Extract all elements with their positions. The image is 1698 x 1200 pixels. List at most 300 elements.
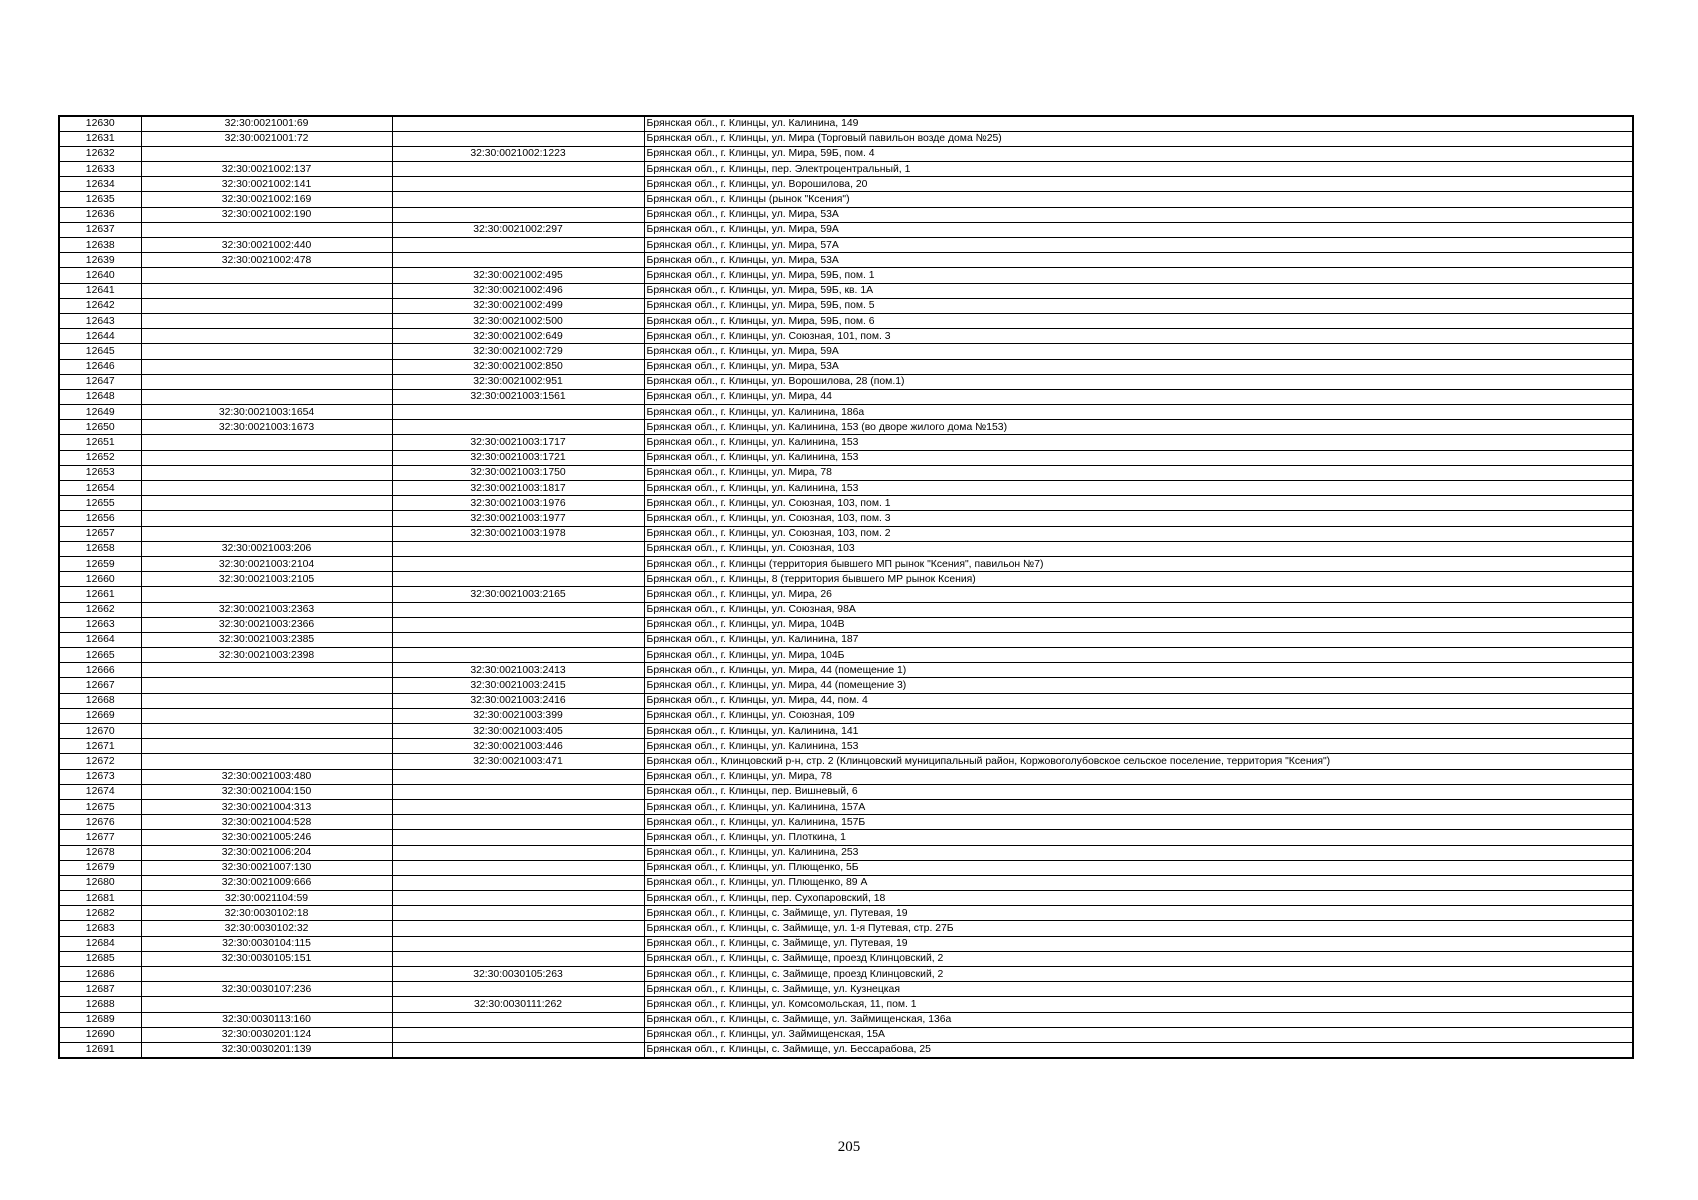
table-row [59,693,1633,708]
row-number-cell: 12686 [59,967,141,982]
cadastral-number-cell [141,298,392,313]
row-number-cell: 12651 [59,435,141,450]
address-cell: Брянская обл., г. Клинцы, ул. Мира, 59Б, пом. 6 [644,313,1633,328]
cadastral-number-alt-cell [392,1012,644,1027]
cadastral-number-cell [141,526,392,541]
address-cell: Брянская обл., г. Клинцы (рынок "Ксения") [644,192,1633,207]
table-row [59,496,1633,511]
cadastral-number-alt-cell [392,192,644,207]
address-cell: Брянская обл., г. Клинцы, ул. Мира, 104Б [644,648,1633,663]
table-row [59,541,1633,556]
cadastral-number-alt-cell [392,875,644,890]
cadastral-number-alt-cell [392,541,644,556]
address-cell: Брянская обл., г. Клинцы, 8 (территория бывшего МР рынок Ксения) [644,572,1633,587]
row-number-cell: 12650 [59,420,141,435]
cadastral-number-cell: 32:30:0021001:69 [141,116,392,131]
address-cell: Брянская обл., г. Клинцы, ул. Мира, 44 (помещение 3) [644,678,1633,693]
address-cell: Брянская обл., г. Клинцы, ул. Мира, 57А [644,238,1633,253]
cadastral-number-alt-cell: 32:30:0021002:499 [392,298,644,313]
address-cell: Брянская обл., г. Клинцы, ул. Калинина, 149 [644,116,1633,131]
row-number-cell: 12637 [59,222,141,237]
cadastral-number-cell: 32:30:0021009:666 [141,875,392,890]
cadastral-number-cell: 32:30:0030201:139 [141,1042,392,1057]
table-row [59,222,1633,237]
table-row [59,1042,1633,1057]
table-row [59,465,1633,480]
address-cell: Брянская обл., г. Клинцы, ул. Плющенко, 89 А [644,875,1633,890]
address-cell: Брянская обл., г. Клинцы, с. Займище, проезд Клинцовский, 2 [644,951,1633,966]
cadastral-number-cell: 32:30:0021002:169 [141,192,392,207]
cadastral-number-cell [141,146,392,161]
table-row [59,511,1633,526]
cadastral-number-alt-cell: 32:30:0021002:495 [392,268,644,283]
cadastral-number-alt-cell [392,238,644,253]
cadastral-number-alt-cell [392,784,644,799]
row-number-cell: 12688 [59,997,141,1012]
cadastral-number-alt-cell [392,830,644,845]
address-cell: Брянская обл., г. Клинцы, с. Займище, ул. Путевая, 19 [644,936,1633,951]
row-number-cell: 12678 [59,845,141,860]
cadastral-number-cell: 32:30:0030102:32 [141,921,392,936]
cadastral-number-alt-cell: 32:30:0021002:649 [392,329,644,344]
cadastral-number-alt-cell [392,162,644,177]
address-cell: Брянская обл., г. Клинцы, с. Займище, ул. Бессарабова, 25 [644,1042,1633,1057]
registry-table [58,115,1634,1059]
cadastral-number-cell [141,678,392,693]
cadastral-number-alt-cell [392,906,644,921]
address-cell: Брянская обл., г. Клинцы, ул. Союзная, 103, пом. 2 [644,526,1633,541]
cadastral-number-cell: 32:30:0021003:2104 [141,556,392,571]
row-number-cell: 12682 [59,906,141,921]
table-row [59,602,1633,617]
cadastral-number-alt-cell: 32:30:0021003:405 [392,724,644,739]
table-row [59,891,1633,906]
row-number-cell: 12633 [59,162,141,177]
row-number-cell: 12634 [59,177,141,192]
address-cell: Брянская обл., г. Клинцы, ул. Мира, 59Б, кв. 1А [644,283,1633,298]
cadastral-number-alt-cell [392,982,644,997]
row-number-cell: 12635 [59,192,141,207]
row-number-cell: 12674 [59,784,141,799]
cadastral-number-alt-cell [392,1042,644,1057]
row-number-cell: 12685 [59,951,141,966]
table-row [59,405,1633,420]
cadastral-number-alt-cell [392,632,644,647]
table-row [59,389,1633,404]
table-row [59,739,1633,754]
address-cell: Брянская обл., г. Клинцы, ул. Калинина, 253 [644,845,1633,860]
row-number-cell: 12667 [59,678,141,693]
cadastral-number-cell [141,450,392,465]
table-row [59,374,1633,389]
cadastral-number-alt-cell [392,769,644,784]
table-row [59,162,1633,177]
address-cell: Брянская обл., г. Клинцы, ул. Калинина, 153 [644,739,1633,754]
cadastral-number-cell: 32:30:0021002:137 [141,162,392,177]
address-cell: Брянская обл., г. Клинцы, ул. Союзная, 103, пом. 3 [644,511,1633,526]
table-row [59,435,1633,450]
cadastral-number-alt-cell: 32:30:0021003:2415 [392,678,644,693]
table-row [59,678,1633,693]
cadastral-number-cell: 32:30:0030104:115 [141,936,392,951]
row-number-cell: 12647 [59,374,141,389]
table-row [59,146,1633,161]
cadastral-number-cell: 32:30:0021004:150 [141,784,392,799]
cadastral-number-cell: 32:30:0030201:124 [141,1027,392,1042]
address-cell: Брянская обл., г. Клинцы, ул. Комсомольская, 11, пом. 1 [644,997,1633,1012]
row-number-cell: 12676 [59,815,141,830]
cadastral-number-alt-cell: 32:30:0021003:1561 [392,389,644,404]
table-row [59,131,1633,146]
cadastral-number-cell [141,724,392,739]
row-number-cell: 12656 [59,511,141,526]
cadastral-number-cell: 32:30:0021006:204 [141,845,392,860]
address-cell: Брянская обл., г. Клинцы, ул. Ворошилова, 20 [644,177,1633,192]
row-number-cell: 12683 [59,921,141,936]
cadastral-number-alt-cell [392,253,644,268]
row-number-cell: 12690 [59,1027,141,1042]
cadastral-number-cell: 32:30:0021003:206 [141,541,392,556]
table-row [59,313,1633,328]
address-cell: Брянская обл., г. Клинцы, ул. Мира, 44 (помещение 1) [644,663,1633,678]
address-cell: Брянская обл., г. Клинцы, ул. Союзная, 101, пом. 3 [644,329,1633,344]
row-number-cell: 12689 [59,1012,141,1027]
address-cell: Брянская обл., г. Клинцы, ул. Мира, 59Б, пом. 5 [644,298,1633,313]
row-number-cell: 12660 [59,572,141,587]
row-number-cell: 12669 [59,708,141,723]
cadastral-number-cell: 32:30:0021003:2385 [141,632,392,647]
row-number-cell: 12641 [59,283,141,298]
cadastral-number-cell [141,389,392,404]
cadastral-number-cell: 32:30:0021003:480 [141,769,392,784]
table-row [59,298,1633,313]
row-number-cell: 12672 [59,754,141,769]
address-cell: Брянская обл., г. Клинцы, с. Займище, ул. Путевая, 19 [644,906,1633,921]
row-number-cell: 12646 [59,359,141,374]
table-row [59,268,1633,283]
row-number-cell: 12684 [59,936,141,951]
cadastral-number-alt-cell [392,891,644,906]
cadastral-number-alt-cell [392,860,644,875]
cadastral-number-cell: 32:30:0021002:141 [141,177,392,192]
address-cell: Брянская обл., г. Клинцы, ул. Калинина, 153 (во дворе жилого дома №153) [644,420,1633,435]
cadastral-number-cell [141,329,392,344]
cadastral-number-alt-cell: 32:30:0021002:850 [392,359,644,374]
table-row [59,906,1633,921]
table-row [59,860,1633,875]
row-number-cell: 12664 [59,632,141,647]
cadastral-number-cell: 32:30:0021001:72 [141,131,392,146]
table-row [59,481,1633,496]
cadastral-number-alt-cell: 32:30:0021002:297 [392,222,644,237]
row-number-cell: 12662 [59,602,141,617]
cadastral-number-cell: 32:30:0030107:236 [141,982,392,997]
table-row [59,329,1633,344]
table-row [59,207,1633,222]
row-number-cell: 12654 [59,481,141,496]
cadastral-number-cell: 32:30:0021002:478 [141,253,392,268]
table-row [59,921,1633,936]
table-body [59,116,1633,1058]
row-number-cell: 12631 [59,131,141,146]
row-number-cell: 12639 [59,253,141,268]
row-number-cell: 12687 [59,982,141,997]
cadastral-number-cell [141,374,392,389]
table-row [59,845,1633,860]
row-number-cell: 12636 [59,207,141,222]
cadastral-number-alt-cell: 32:30:0021003:1976 [392,496,644,511]
table-row [59,359,1633,374]
cadastral-number-cell [141,344,392,359]
cadastral-number-alt-cell: 32:30:0021003:1717 [392,435,644,450]
cadastral-number-cell: 32:30:0021004:528 [141,815,392,830]
table-row [59,708,1633,723]
row-number-cell: 12655 [59,496,141,511]
cadastral-number-cell: 32:30:0021104:59 [141,891,392,906]
table-row [59,526,1633,541]
address-cell: Брянская обл., Клинцовский р-н, стр. 2 (Клинцовский муниципальный район, Коржовоголубовское сельское поселение, территория "Ксения") [644,754,1633,769]
cadastral-number-alt-cell [392,921,644,936]
cadastral-number-alt-cell: 32:30:0021003:1977 [392,511,644,526]
row-number-cell: 12642 [59,298,141,313]
cadastral-number-cell: 32:30:0021003:2398 [141,648,392,663]
address-cell: Брянская обл., г. Клинцы, с. Займище, ул. Займищенская, 136а [644,1012,1633,1027]
table-row [59,344,1633,359]
row-number-cell: 12657 [59,526,141,541]
row-number-cell: 12665 [59,648,141,663]
row-number-cell: 12648 [59,389,141,404]
address-cell: Брянская обл., г. Клинцы, ул. Ворошилова, 28 (пом.1) [644,374,1633,389]
address-cell: Брянская обл., г. Клинцы, ул. Калинина, 153 [644,435,1633,450]
table-row [59,283,1633,298]
table-row [59,632,1633,647]
cadastral-number-alt-cell: 32:30:0030111:262 [392,997,644,1012]
cadastral-number-alt-cell: 32:30:0021003:1721 [392,450,644,465]
address-cell: Брянская обл., г. Клинцы, ул. Займищенская, 15А [644,1027,1633,1042]
address-cell: Брянская обл., г. Клинцы, пер. Сухопаровский, 18 [644,891,1633,906]
address-cell: Брянская обл., г. Клинцы, ул. Мира, 59А [644,222,1633,237]
address-cell: Брянская обл., г. Клинцы, ул. Калинина, 186а [644,405,1633,420]
cadastral-number-alt-cell: 32:30:0021002:496 [392,283,644,298]
cadastral-number-alt-cell: 32:30:0021003:1750 [392,465,644,480]
row-number-cell: 12681 [59,891,141,906]
address-cell: Брянская обл., г. Клинцы, ул. Калинина, 153 [644,481,1633,496]
address-cell: Брянская обл., г. Клинцы, пер. Вишневый, 6 [644,784,1633,799]
cadastral-number-cell: 32:30:0021004:313 [141,799,392,814]
row-number-cell: 12679 [59,860,141,875]
cadastral-number-alt-cell: 32:30:0021003:2165 [392,587,644,602]
row-number-cell: 12640 [59,268,141,283]
address-cell: Брянская обл., г. Клинцы, пер. Электроцентральный, 1 [644,162,1633,177]
table-row [59,177,1633,192]
address-cell: Брянская обл., г. Клинцы, с. Займище, ул. 1-я Путевая, стр. 27Б [644,921,1633,936]
row-number-cell: 12675 [59,799,141,814]
row-number-cell: 12630 [59,116,141,131]
table-row [59,769,1633,784]
cadastral-number-cell [141,587,392,602]
cadastral-number-alt-cell: 32:30:0021003:2416 [392,693,644,708]
cadastral-number-alt-cell [392,951,644,966]
table-row [59,951,1633,966]
cadastral-number-alt-cell: 32:30:0030105:263 [392,967,644,982]
cadastral-number-cell [141,511,392,526]
cadastral-number-alt-cell: 32:30:0021003:1978 [392,526,644,541]
address-cell: Брянская обл., г. Клинцы, ул. Мира, 53А [644,207,1633,222]
cadastral-number-alt-cell [392,1027,644,1042]
row-number-cell: 12677 [59,830,141,845]
table-row [59,420,1633,435]
address-cell: Брянская обл., г. Клинцы, ул. Калинина, 187 [644,632,1633,647]
row-number-cell: 12671 [59,739,141,754]
address-cell: Брянская обл., г. Клинцы, ул. Союзная, 109 [644,708,1633,723]
cadastral-number-cell [141,997,392,1012]
table-row [59,587,1633,602]
table-row [59,799,1633,814]
cadastral-number-alt-cell [392,405,644,420]
cadastral-number-cell [141,693,392,708]
row-number-cell: 12673 [59,769,141,784]
cadastral-number-alt-cell [392,177,644,192]
row-number-cell: 12670 [59,724,141,739]
cadastral-number-cell [141,313,392,328]
row-number-cell: 12653 [59,465,141,480]
cadastral-number-cell [141,359,392,374]
cadastral-number-cell: 32:30:0021003:1673 [141,420,392,435]
cadastral-number-alt-cell: 32:30:0021003:446 [392,739,644,754]
row-number-cell: 12658 [59,541,141,556]
cadastral-number-alt-cell [392,648,644,663]
cadastral-number-alt-cell [392,815,644,830]
cadastral-number-alt-cell [392,572,644,587]
row-number-cell: 12663 [59,617,141,632]
cadastral-number-cell [141,481,392,496]
cadastral-number-cell: 32:30:0021003:2366 [141,617,392,632]
page-number: 205 [837,1139,861,1155]
row-number-cell: 12666 [59,663,141,678]
address-cell: Брянская обл., г. Клинцы, ул. Мира, 59Б, пом. 1 [644,268,1633,283]
row-number-cell: 12632 [59,146,141,161]
address-cell: Брянская обл., г. Клинцы, ул. Мира (Торговый павильон возде дома №25) [644,131,1633,146]
table-row [59,450,1633,465]
cadastral-number-cell [141,663,392,678]
cadastral-number-alt-cell [392,556,644,571]
table-row [59,875,1633,890]
cadastral-number-alt-cell: 32:30:0021002:1223 [392,146,644,161]
table-row [59,1012,1633,1027]
cadastral-number-alt-cell [392,602,644,617]
row-number-cell: 12680 [59,875,141,890]
cadastral-number-cell [141,283,392,298]
table-row [59,936,1633,951]
table-row [59,648,1633,663]
table-row [59,1027,1633,1042]
cadastral-number-alt-cell [392,131,644,146]
cadastral-number-alt-cell: 32:30:0021003:399 [392,708,644,723]
row-number-cell: 12668 [59,693,141,708]
address-cell: Брянская обл., г. Клинцы, ул. Союзная, 103, пом. 1 [644,496,1633,511]
row-number-cell: 12644 [59,329,141,344]
cadastral-number-cell [141,739,392,754]
address-cell: Брянская обл., г. Клинцы, ул. Калинина, 153 [644,450,1633,465]
cadastral-number-alt-cell: 32:30:0021002:729 [392,344,644,359]
row-number-cell: 12643 [59,313,141,328]
cadastral-number-cell: 32:30:0021003:2363 [141,602,392,617]
cadastral-number-cell: 32:30:0030102:18 [141,906,392,921]
table-row [59,253,1633,268]
address-cell: Брянская обл., г. Клинцы, ул. Мира, 53А [644,359,1633,374]
table-row [59,238,1633,253]
address-cell: Брянская обл., г. Клинцы, с. Займище, ул. Кузнецкая [644,982,1633,997]
row-number-cell: 12638 [59,238,141,253]
address-cell: Брянская обл., г. Клинцы, ул. Мира, 78 [644,465,1633,480]
table-row [59,815,1633,830]
address-cell: Брянская обл., г. Клинцы, ул. Мира, 26 [644,587,1633,602]
address-cell: Брянская обл., г. Клинцы, ул. Мира, 53А [644,253,1633,268]
table-row [59,982,1633,997]
cadastral-number-cell [141,465,392,480]
cadastral-number-cell [141,967,392,982]
table-row [59,116,1633,131]
address-cell: Брянская обл., г. Клинцы, ул. Мира, 44, пом. 4 [644,693,1633,708]
address-cell: Брянская обл., г. Клинцы, ул. Калинина, 157Б [644,815,1633,830]
table-row [59,572,1633,587]
cadastral-number-alt-cell: 32:30:0021003:471 [392,754,644,769]
table-row [59,784,1633,799]
table-row [59,724,1633,739]
cadastral-number-cell [141,708,392,723]
address-cell: Брянская обл., г. Клинцы, ул. Мира, 104В [644,617,1633,632]
row-number-cell: 12659 [59,556,141,571]
address-cell: Брянская обл., г. Клинцы, с. Займище, проезд Клинцовский, 2 [644,967,1633,982]
cadastral-number-alt-cell [392,116,644,131]
cadastral-number-alt-cell: 32:30:0021002:500 [392,313,644,328]
address-cell: Брянская обл., г. Клинцы, ул. Союзная, 98А [644,602,1633,617]
cadastral-number-cell [141,268,392,283]
cadastral-number-alt-cell [392,936,644,951]
table-row [59,967,1633,982]
cadastral-number-alt-cell: 32:30:0021003:2413 [392,663,644,678]
address-cell: Брянская обл., г. Клинцы, ул. Мира, 59А [644,344,1633,359]
cadastral-number-cell: 32:30:0030113:160 [141,1012,392,1027]
row-number-cell: 12691 [59,1042,141,1057]
cadastral-number-cell [141,222,392,237]
row-number-cell: 12652 [59,450,141,465]
address-cell: Брянская обл., г. Клинцы, ул. Мира, 78 [644,769,1633,784]
address-cell: Брянская обл., г. Клинцы, ул. Союзная, 103 [644,541,1633,556]
table-row [59,997,1633,1012]
row-number-cell: 12649 [59,405,141,420]
cadastral-number-cell [141,435,392,450]
address-cell: Брянская обл., г. Клинцы, ул. Мира, 59Б, пом. 4 [644,146,1633,161]
cadastral-number-cell: 32:30:0030105:151 [141,951,392,966]
row-number-cell: 12661 [59,587,141,602]
cadastral-number-cell [141,754,392,769]
cadastral-number-cell: 32:30:0021003:1654 [141,405,392,420]
address-cell: Брянская обл., г. Клинцы, ул. Калинина, 141 [644,724,1633,739]
table-row [59,192,1633,207]
cadastral-number-alt-cell [392,799,644,814]
address-cell: Брянская обл., г. Клинцы, ул. Мира, 44 [644,389,1633,404]
cadastral-number-cell [141,496,392,511]
cadastral-number-alt-cell: 32:30:0021002:951 [392,374,644,389]
table-row [59,830,1633,845]
table-row [59,754,1633,769]
cadastral-number-alt-cell: 32:30:0021003:1817 [392,481,644,496]
cadastral-number-alt-cell [392,617,644,632]
address-cell: Брянская обл., г. Клинцы, ул. Плющенко, 5Б [644,860,1633,875]
cadastral-number-alt-cell [392,207,644,222]
cadastral-number-cell: 32:30:0021003:2105 [141,572,392,587]
